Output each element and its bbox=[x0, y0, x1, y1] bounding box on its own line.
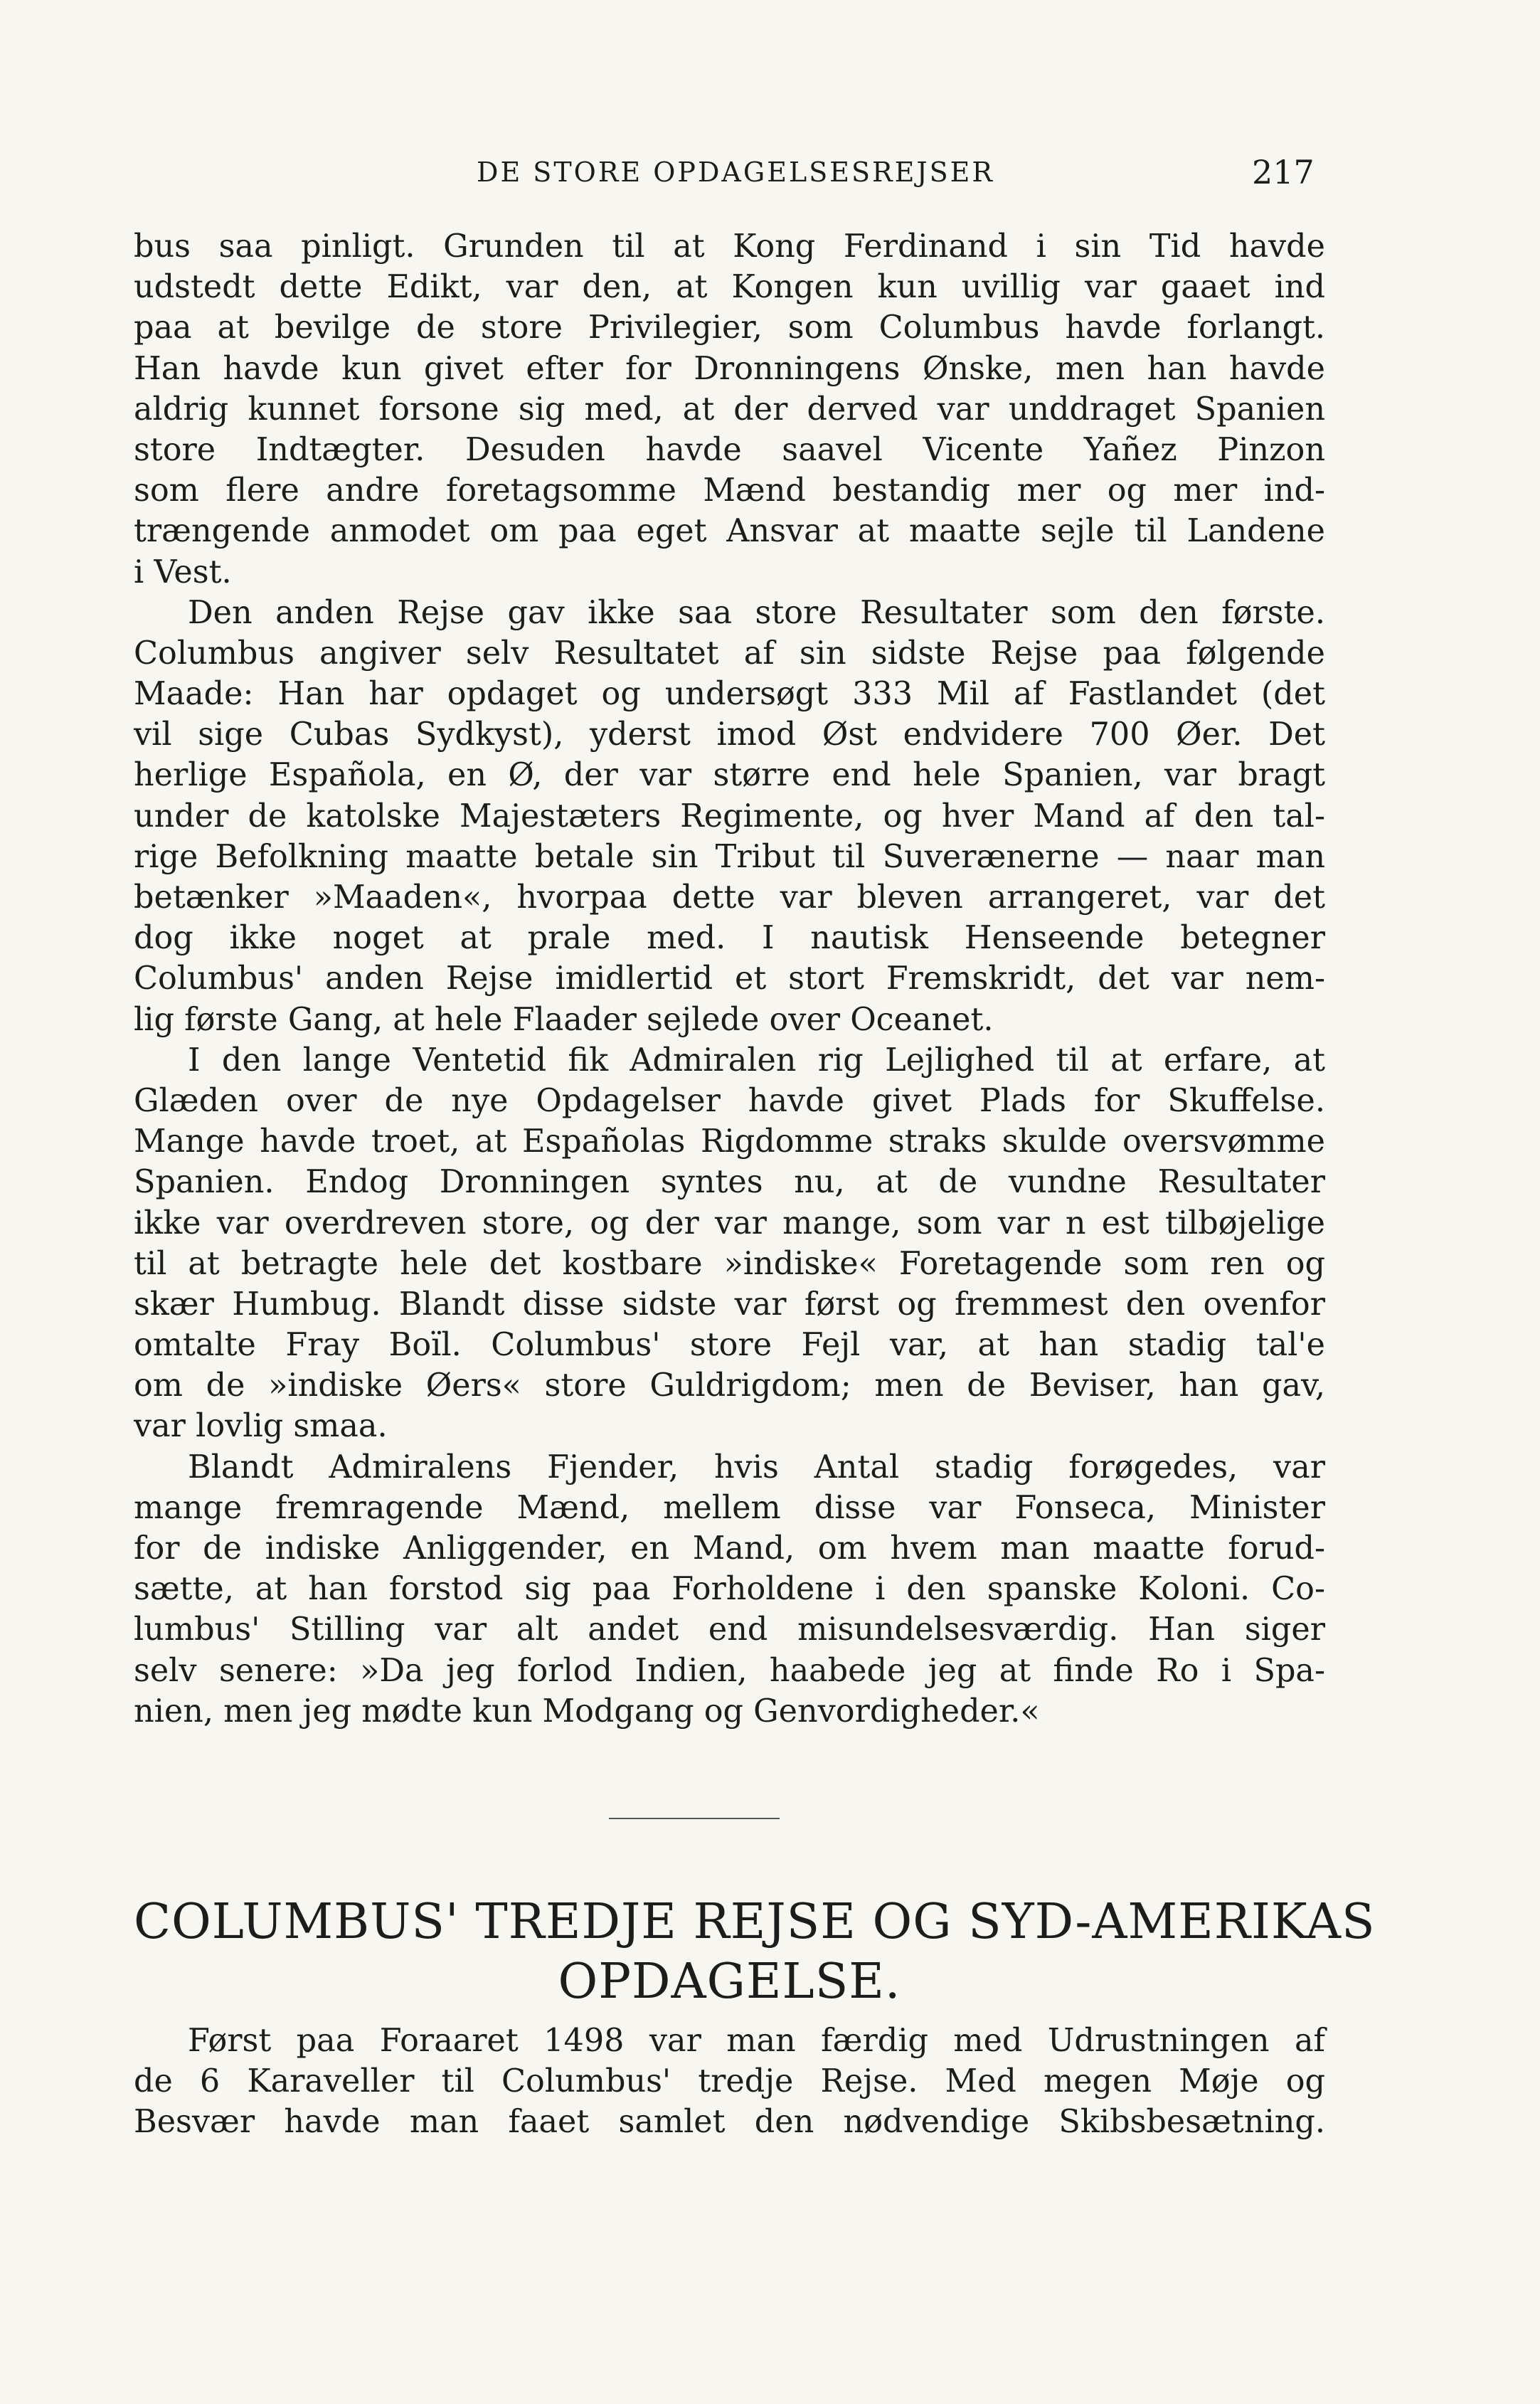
text-line: mange fremragende Mænd, mellem disse var Fonseca, Minister bbox=[134, 1489, 1325, 1526]
text-line: omtalte Fray Boïl. Columbus' store Fejl var, at han stadig tal'e bbox=[134, 1327, 1325, 1364]
text-line: for de indiske Anliggender, en Mand, om hvem man maatte forud- bbox=[134, 1530, 1325, 1567]
section-divider bbox=[609, 1818, 780, 1819]
chapter-heading-line: OPDAGELSE. bbox=[558, 1954, 901, 2010]
text-line: Han havde kun givet efter for Dronningens Ønske, men han havde bbox=[134, 350, 1325, 387]
text-line: nien, men jeg mødte kun Modgang og Genvordigheder.« bbox=[134, 1693, 1040, 1730]
text-line: var lovlig smaa. bbox=[134, 1408, 388, 1445]
text-line: i Vest. bbox=[134, 554, 232, 591]
text-line: Glæden over de nye Opdagelser havde givet Plads for Skuffelse. bbox=[134, 1082, 1325, 1119]
text-line: herlige Española, en Ø, der var større end hele Spanien, var bragt bbox=[134, 757, 1325, 794]
text-line: bus saa pinligt. Grunden til at Kong Ferdinand i sin Tid havde bbox=[134, 228, 1325, 265]
text-line: Først paa Foraaret 1498 var man færdig med Udrustningen af bbox=[188, 2023, 1325, 2059]
text-line: selv senere: »Da jeg forlod Indien, haabede jeg at finde Ro i Spa- bbox=[134, 1652, 1325, 1689]
text-line: Maade: Han har opdaget og undersøgt 333 Mil af Fastlandet (det bbox=[134, 676, 1325, 713]
text-line: Besvær havde man faaet samlet den nødvendige Skibsbesætning. bbox=[134, 2104, 1325, 2141]
text-line: skær Humbug. Blandt disse sidste var først og fremmest den ovenfor bbox=[134, 1286, 1325, 1323]
text-line: Spanien. Endog Dronningen syntes nu, at de vundne Resultater bbox=[134, 1164, 1325, 1201]
text-line: betænker »Maaden«, hvorpaa dette var bleven arrangeret, var det bbox=[134, 879, 1325, 916]
chapter-text bbox=[134, 2021, 1325, 2143]
text-line: Blandt Admiralens Fjender, hvis Antal stadig forøgedes, var bbox=[188, 1449, 1325, 1486]
body-text bbox=[134, 226, 1325, 1732]
text-line: lig første Gang, at hele Flaader sejlede over Oceanet. bbox=[134, 1001, 994, 1038]
text-line: Den anden Rejse gav ikke saa store Resultater som den første. bbox=[188, 594, 1325, 631]
running-header bbox=[0, 151, 1540, 194]
text-line: paa at bevilge de store Privilegier, som Columbus havde forlangt. bbox=[134, 309, 1325, 346]
text-line: under de katolske Majestæters Regimente, og hver Mand af den tal- bbox=[134, 798, 1325, 835]
text-line: dog ikke noget at prale med. I nautisk Henseende betegner bbox=[134, 920, 1325, 957]
text-line: om de »indiske Øers« store Guldrigdom; men de Beviser, han gav, bbox=[134, 1367, 1325, 1404]
chapter-heading-line: COLUMBUS' TREDJE REJSE OG SYD-AMERIKAS bbox=[134, 1894, 1376, 1950]
text-line: Mange havde troet, at Españolas Rigdomme straks skulde oversvømme bbox=[134, 1123, 1325, 1160]
text-line: vil sige Cubas Sydkyst), yderst imod Øst endvidere 700 Øer. Det bbox=[134, 716, 1325, 753]
text-line: ikke var overdreven store, og der var mange, som var n est tilbøjelige bbox=[134, 1204, 1325, 1241]
text-line: lumbus' Stilling var alt andet end misundelsesværdig. Han siger bbox=[134, 1611, 1325, 1648]
text-line: udstedt dette Edikt, var den, at Kongen kun uvillig var gaaet ind bbox=[134, 269, 1325, 306]
page-number: 217 bbox=[1252, 153, 1315, 191]
text-line: rige Befolkning maatte betale sin Tribut til Suverænerne — naar man bbox=[134, 838, 1325, 875]
chapter-heading bbox=[134, 1892, 1376, 2012]
text-line: til at betragte hele det kostbare »indiske« Foretagende som ren og bbox=[134, 1245, 1325, 1282]
text-line: I den lange Ventetid fik Admiralen rig Lejlighed til at erfare, at bbox=[188, 1042, 1325, 1079]
text-line: Columbus angiver selv Resultatet af sin sidste Rejse paa følgende bbox=[134, 635, 1325, 672]
text-line: som flere andre foretagsomme Mænd bestandig mer og mer ind- bbox=[134, 472, 1325, 509]
running-title: DE STORE OPDAGELSESREJSER bbox=[477, 157, 994, 188]
text-line: Columbus' anden Rejse imidlertid et stort Fremskridt, det var nem- bbox=[134, 960, 1325, 997]
text-line: de 6 Karaveller til Columbus' tredje Rejse. Med megen Møje og bbox=[134, 2063, 1325, 2100]
text-line: aldrig kunnet forsone sig med, at der derved var unddraget Spanien bbox=[134, 391, 1325, 428]
text-line: trængende anmodet om paa eget Ansvar at maatte sejle til Landene bbox=[134, 513, 1325, 550]
text-line: store Indtægter. Desuden havde saavel Vicente Yañez Pinzon bbox=[134, 431, 1325, 468]
text-line: sætte, at han forstod sig paa Forholdene i den spanske Koloni. Co- bbox=[134, 1571, 1325, 1608]
